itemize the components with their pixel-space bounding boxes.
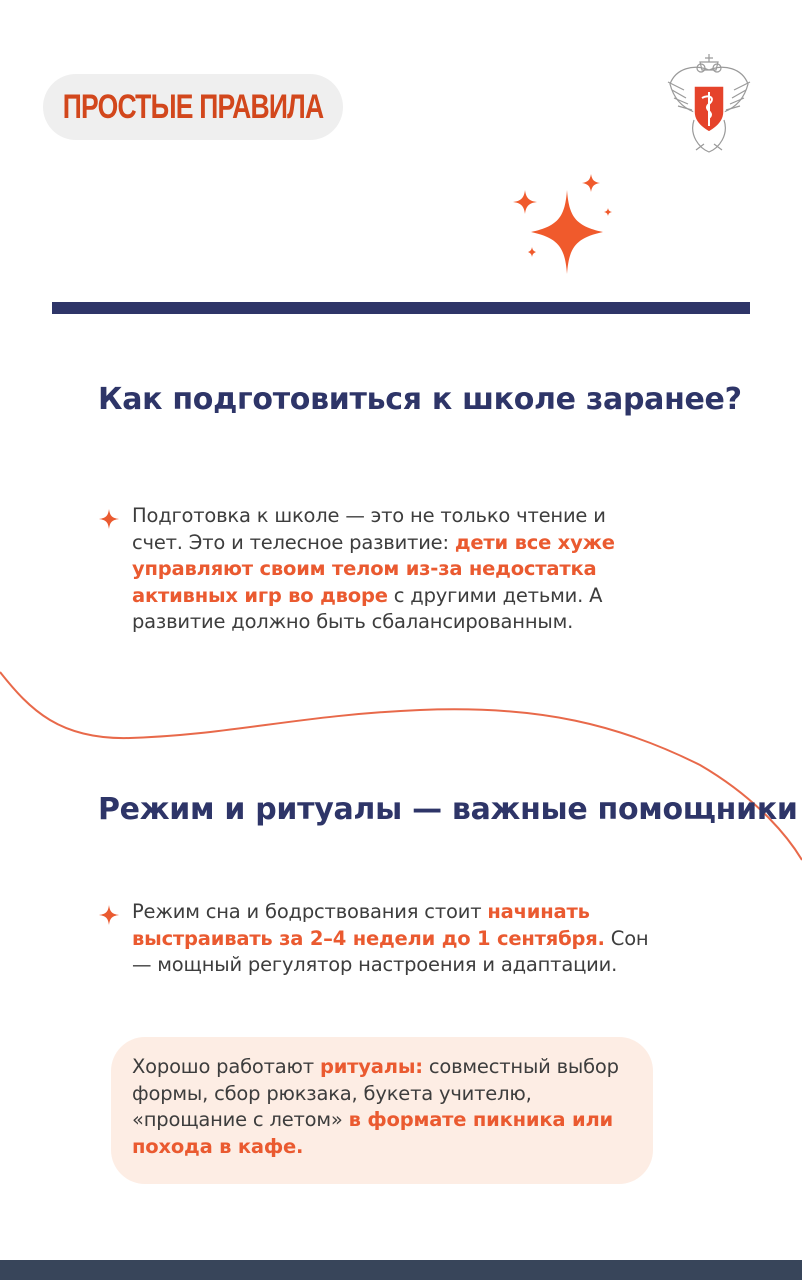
section-2-bullet: [98, 899, 668, 979]
callout-text: [132, 1054, 633, 1160]
coat-of-arms-icon: [664, 50, 754, 160]
section-1-title: Как подготовиться к школе заранее?: [98, 382, 742, 417]
text-highlight: дети все хуже управляют своим телом из-за недостатка активных игр во дворе: [132, 530, 615, 607]
header-badge: [43, 74, 343, 140]
section-2-text: [132, 899, 668, 979]
text-plain: Сон — мощный регулятор настроения и адаптации.: [132, 926, 649, 976]
footer-bar: [0, 1260, 802, 1280]
rituals-callout: [111, 1037, 653, 1184]
text-highlight: в формате пикника или похода в кафе.: [132, 1108, 613, 1158]
four-point-star-icon: [98, 904, 120, 926]
section-1-bullet: [98, 503, 658, 636]
divider-bar: [52, 302, 750, 314]
text-plain: Подготовка к школе — это не только чтение и счет. Это и телесное развитие:: [132, 504, 606, 554]
text-plain: с другими детьми. А развитие должно быть сбалансированным.: [132, 583, 603, 633]
text-plain: Режим сна и бодрствования стоит: [132, 900, 488, 923]
text-plain: Хорошо работают: [132, 1055, 320, 1078]
text-highlight: ритуалы:: [319, 1055, 423, 1078]
text-plain: совместный выбор формы, сбор рюкзака, букета учителю, «прощание с летом»: [132, 1055, 619, 1131]
four-point-star-icon: [98, 508, 120, 530]
decorative-wave-line: [0, 660, 802, 880]
section-1-text: [132, 503, 658, 636]
text-highlight: начинать выстраивать за 2–4 недели до 1 сентября.: [132, 900, 605, 950]
badge-label: ПРОСТЫЕ ПРАВИЛА: [62, 87, 324, 126]
sparkles-icon: [505, 168, 625, 278]
section-2-title: Режим и ритуалы — важные помощники: [98, 792, 798, 827]
